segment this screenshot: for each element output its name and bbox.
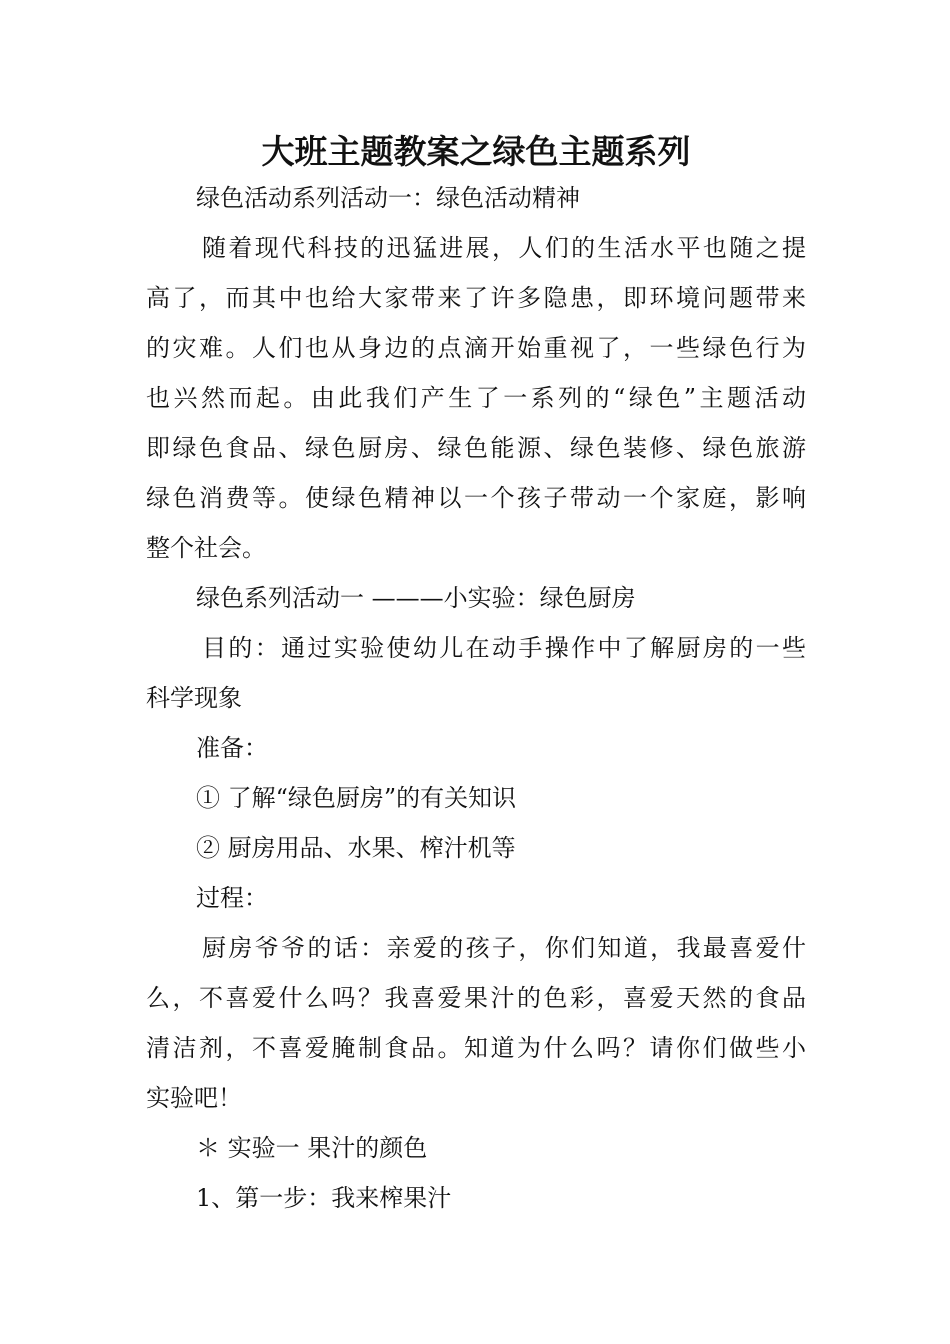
preparation-heading: 准备： (196, 734, 268, 762)
paragraph-line: 高了，而其中也给大家带来了许多隐患，即环境问题带来 (146, 284, 806, 312)
process-heading: 过程： (196, 884, 268, 912)
paragraph-line: 也兴然而起。由此我们产生了一系列的“绿色”主题活动 (146, 384, 806, 412)
preparation-item: ① 了解“绿色厨房”的有关知识 (196, 784, 517, 812)
document-page (146, 0, 806, 1344)
activity-heading-spirit: 绿色活动系列活动一：绿色活动精神 (196, 184, 580, 212)
purpose-line: 目的：通过实验使幼儿在动手操作中了解厨房的一些 (202, 634, 806, 662)
paragraph-line: 清洁剂，不喜爱腌制食品。知道为什么吗？请你们做些小 (146, 1034, 806, 1062)
paragraph-line: 实验吧！ (146, 1084, 242, 1112)
paragraph-line: 即绿色食品、绿色厨房、绿色能源、绿色装修、绿色旅游 (146, 434, 806, 462)
paragraph-line: 绿色消费等。使绿色精神以一个孩子带动一个家庭，影响 (146, 484, 806, 512)
paragraph-line: 整个社会。 (146, 534, 266, 562)
paragraph-line: 的灾难。人们也从身边的点滴开始重视了，一些绿色行为 (146, 334, 806, 362)
activity-heading-kitchen: 绿色系列活动一 ———小实验：绿色厨房 (196, 584, 636, 612)
document-title: 大班主题教案之绿色主题系列 (261, 132, 691, 171)
purpose-line: 科学现象 (146, 684, 242, 712)
paragraph-line: 厨房爷爷的话：亲爱的孩子，你们知道，我最喜爱什 (202, 934, 806, 962)
step-line: 1、第一步：我来榨果汁 (196, 1184, 452, 1212)
experiment-heading: ＊ 实验一 果汁的颜色 (196, 1134, 428, 1162)
preparation-item: ② 厨房用品、水果、榨汁机等 (196, 834, 516, 862)
paragraph-line: 么，不喜爱什么吗？我喜爱果汁的色彩，喜爱天然的食品 (146, 984, 806, 1012)
paragraph-line: 随着现代科技的迅猛进展，人们的生活水平也随之提 (202, 234, 806, 262)
